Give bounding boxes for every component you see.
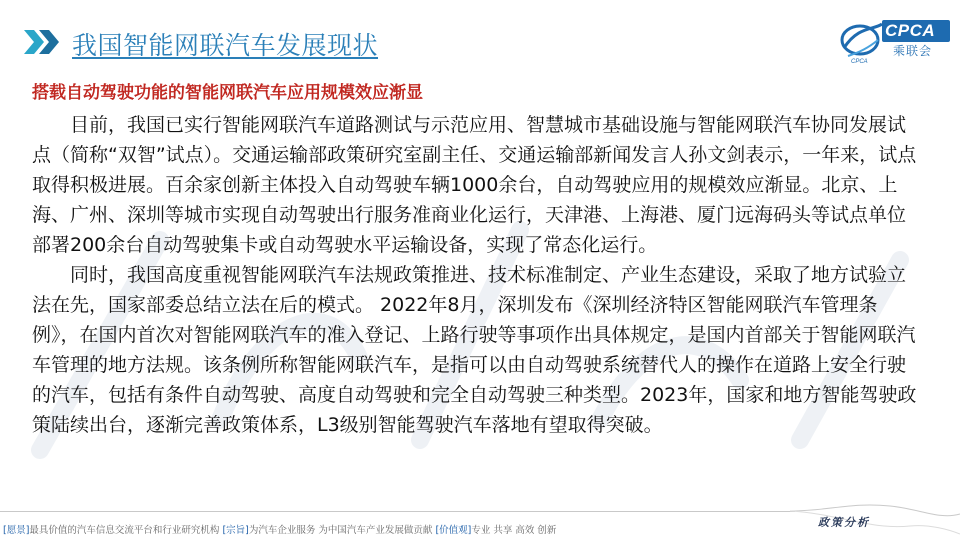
footer-values-tag: [价值观] bbox=[435, 525, 472, 536]
logo-text: CPCA bbox=[885, 21, 936, 40]
section-subheading: 搭载自动驾驶功能的智能网联汽车应用规模效应渐显 bbox=[32, 83, 423, 103]
footer-vision-tag: [愿景] bbox=[3, 525, 30, 536]
slide-header bbox=[0, 0, 960, 72]
body-text bbox=[32, 110, 922, 440]
footer-mission-text: 为汽车企业服务 为中国汽车产业发展做贡献 bbox=[248, 525, 433, 536]
footer-divider bbox=[0, 511, 795, 512]
double-chevron-icon bbox=[22, 28, 62, 56]
slide-title: 我国智能网联汽车发展现状 bbox=[72, 31, 379, 60]
footer-vision-text: 最具价值的汽车信息交流平台和行业研究机构 bbox=[29, 525, 220, 536]
svg-text:CPCA: CPCA bbox=[851, 59, 868, 65]
paragraph-2: 同时，我国高度重视智能网联汽车法规政策推进、技术标准制定、产业生态建设，采取了地方试验立法在先，国家部委总结立法在后的模式。 2022年8月，深圳发布《深圳经济特区智能网联汽车管理条例》，在国内首次对智能网联汽车的准入登记、上路行驶等事项作出具体规定，是国内首部关于智能网联汽车管理的地方法规。该条例所称智能网联汽车，是指可以由自动驾驶系统替代人的操作在道路上安全行驶的汽车，包括有条件自动驾驶、高度自动驾驶和完全自动驾驶三种类型。2023年，国家和地方智能驾驶政策陆续出台，逐渐完善政策体系，L3级别智能驾驶汽车落地有望取得突破。 bbox=[32, 264, 917, 436]
footer-slogan bbox=[3, 522, 556, 536]
footer-wave-icon bbox=[790, 500, 960, 540]
paragraph-1: 目前，我国已实行智能网联汽车道路测试与示范应用、智慧城市基础设施与智能网联汽车协同发展试点（简称“双智”试点）。交通运输部政策研究室副主任、交通运输部新闻发言人孙文剑表示，一年来，试点取得积极进展。百余家创新主体投入自动驾驶车辆1000余台，自动驾驶应用的规模效应渐显。北京、上海、广州、深圳等城市实现自动驾驶出行服务准商业化运行，天津港、上海港、厦门远海码头等试点单位部署200余台自动驾驶集卡或自动驾驶水平运输设备，实现了常态化运行。 bbox=[32, 114, 917, 256]
logo-cn-text: 乘联会 bbox=[893, 44, 933, 58]
footer-section-label: 政策分析 bbox=[818, 516, 870, 529]
footer-values-text: 专业 共享 高效 创新 bbox=[471, 525, 557, 536]
footer-mission-tag: [宗旨] bbox=[222, 525, 249, 536]
